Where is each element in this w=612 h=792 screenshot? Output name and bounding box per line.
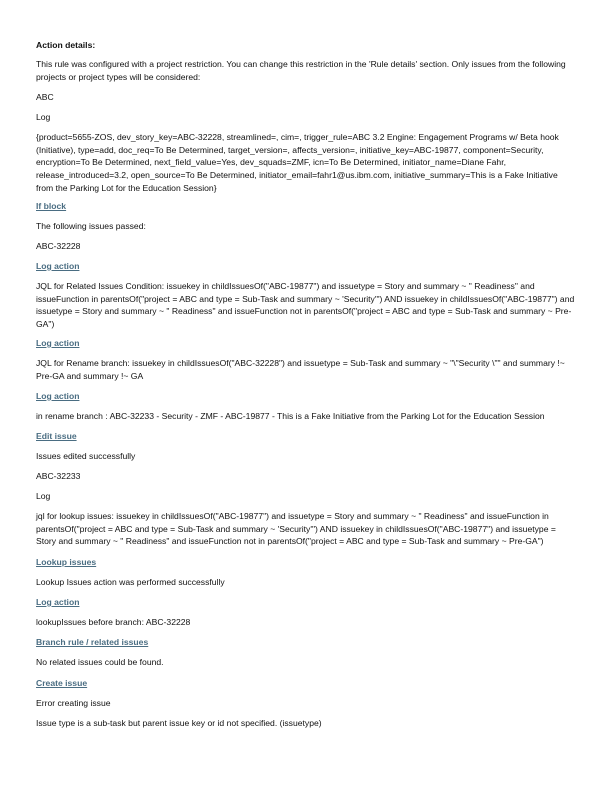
log-action-link[interactable]: Log action (36, 261, 80, 271)
create-issue-link[interactable]: Create issue (36, 678, 88, 688)
subtask-error-text: Issue type is a sub-task but parent issue key or id not specified. (issuetype) (36, 718, 322, 728)
log-action-link[interactable]: Log action (36, 391, 80, 401)
section-heading: Action details: (36, 40, 96, 50)
log-action-link[interactable]: Log action (36, 597, 80, 607)
project-name: ABC (36, 92, 54, 102)
issues-passed-text: The following issues passed: (36, 221, 146, 231)
jql-rename-text: JQL for Rename branch: issuekey in childIssuesOf("ABC-32228") and issuetype = Sub-Task and summary ~ "\"Security \"" and summary !~ Pre-GA and summary !~ GA (36, 358, 565, 381)
if-block-link[interactable]: If block (36, 201, 67, 211)
log-dump-text: {product=5655-ZOS, dev_story_key=ABC-32228, streamlined=, cim=, trigger_rule=ABC 3.2 Engine: Engagement Programs w/ Beta hook (Initiative), type=add, doc_req=To Be Determined, target_version=, affects_version=, initiative_key=ABC-19877, component=Security, encryption=To Be Determined, next_field_value=Yes, dev_squads=ZMF, icn=To Be Determined, initiator_name=Diane Fahr, release_introduced=3.2, open_source=To Be Determined, initiator_email=fahr1@us.ibm.com, initiative_summary=This is a Fake Initiative from the Parking Lot for the Education Session} (36, 132, 559, 193)
log-action-link[interactable]: Log action (36, 338, 80, 348)
lookup-before-text: lookupIssues before branch: ABC-32228 (36, 617, 191, 627)
lookup-issues-link[interactable]: Lookup issues (36, 557, 97, 567)
rename-branch-text: in rename branch : ABC-32233 - Security - ZMF - ABC-19877 - This is a Fake Initiative from the Parking Lot for the Education Session (36, 411, 545, 421)
log-label: Log (36, 491, 51, 501)
no-related-text: No related issues could be found. (36, 657, 164, 667)
restriction-text: This rule was configured with a project restriction. You can change this restriction in the 'Rule details' section. Only issues from the following projects or project types will be considered: (36, 59, 566, 82)
passed-issue-key: ABC-32228 (36, 241, 81, 251)
edited-success-text: Issues edited successfully (36, 451, 136, 461)
error-creating-text: Error creating issue (36, 698, 111, 708)
branch-rule-link[interactable]: Branch rule / related issues (36, 637, 149, 647)
jql-lookup-text: jql for lookup issues: issuekey in childIssuesOf("ABC-19877") and issuetype = Story and summary ~ " Readiness" and issueFunction in parentsOf("project = ABC and type = Sub-Task and summary ~ 'Security'") AND issuekey in childIssuesOf("ABC-19877") and issuetype = Story and summary ~ " Readiness" and issueFunction not in parentsOf("project = ABC and type = Sub-Task and summary ~ Pre-GA") (36, 511, 556, 547)
jql-related-text: JQL for Related Issues Condition: issuekey in childIssuesOf("ABC-19877") and issuetype = Story and summary ~ " Readiness" and issueFunction in parentsOf("project = ABC and type = Sub-Task and summary ~ 'Security'") AND issuekey in childIssuesOf("ABC-19877") and issuetype = Story and summary ~ " Readiness" and issueFunction not in parentsOf("project = ABC and type = Sub-Task and summary ~ Pre-GA") (36, 281, 575, 330)
edited-issue-key: ABC-32233 (36, 471, 81, 481)
edit-issue-link[interactable]: Edit issue (36, 431, 77, 441)
lookup-success-text: Lookup Issues action was performed successfully (36, 577, 225, 587)
log-label: Log (36, 112, 51, 122)
